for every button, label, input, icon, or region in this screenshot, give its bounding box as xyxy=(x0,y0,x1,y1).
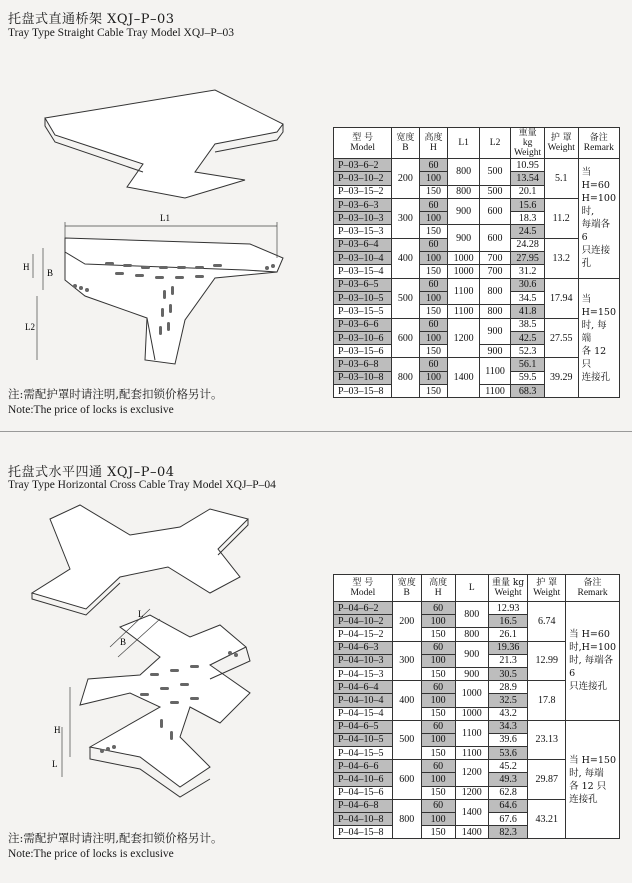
weight-cell: 32.5 xyxy=(488,694,527,707)
model-cell: P–04–10–5 xyxy=(334,733,393,746)
weight-cell: 15.6 xyxy=(511,198,545,211)
weight-cell: 64.6 xyxy=(488,799,527,812)
cover-weight-cell: 6.74 xyxy=(528,602,566,642)
weight-cell: 39.6 xyxy=(488,733,527,746)
weight-cell: 10.95 xyxy=(511,159,545,172)
note-block xyxy=(8,830,223,862)
height-cell: 150 xyxy=(421,707,455,720)
width-cell: 800 xyxy=(392,799,421,839)
weight-cell: 18.3 xyxy=(511,212,545,225)
height-cell: 100 xyxy=(419,212,448,225)
remark-line: H=100 时, xyxy=(581,193,616,218)
model-cell: P–03–6–6 xyxy=(334,318,392,331)
model-cell: P–04–15–6 xyxy=(334,786,393,799)
l2-cell: 600 xyxy=(479,198,510,225)
height-cell: 100 xyxy=(421,773,455,786)
remark-line: 连接孔 xyxy=(569,793,598,805)
col-height: 高度 H xyxy=(419,128,448,159)
dim-l2-label: L xyxy=(52,759,58,769)
weight-cell: 16.5 xyxy=(488,615,527,628)
weight-cell: 49.3 xyxy=(488,773,527,786)
col-height: 高度 H xyxy=(421,575,455,602)
model-cell: P–04–10–3 xyxy=(334,654,393,667)
height-cell: 60 xyxy=(419,318,448,331)
remark-cell xyxy=(566,720,620,839)
weight-cell: 30.5 xyxy=(488,667,527,680)
table-row xyxy=(334,602,620,615)
model-cell: P–04–6–2 xyxy=(334,602,393,615)
col-l1: L1 xyxy=(448,128,479,159)
model-cell: P–03–6–4 xyxy=(334,238,392,251)
l2-cell: 600 xyxy=(479,225,510,252)
note-en: Note:The price of locks is exclusive xyxy=(8,404,174,416)
model-cell: P–04–15–3 xyxy=(334,667,393,680)
model-cell: P–03–6–3 xyxy=(334,198,392,211)
remark-line: 时, 每端 xyxy=(581,319,607,344)
l-cell: 1400 xyxy=(455,799,488,825)
l1-cell: 1400 xyxy=(448,358,479,398)
section-title-cn: 托盘式直通桥架 XQJ–P–03 xyxy=(8,12,175,27)
weight-cell: 82.3 xyxy=(488,826,527,839)
l2-cell: 900 xyxy=(479,318,510,345)
weight-cell: 31.2 xyxy=(511,265,545,278)
l1-cell: 1200 xyxy=(448,318,479,358)
weight-cell: 21.3 xyxy=(488,654,527,667)
model-cell: P–03–10–8 xyxy=(334,371,392,384)
model-cell: P–03–15–5 xyxy=(334,305,392,318)
height-cell: 100 xyxy=(419,371,448,384)
model-cell: P–04–15–4 xyxy=(334,707,393,720)
weight-cell: 26.1 xyxy=(488,628,527,641)
model-cell: P–04–10–6 xyxy=(334,773,393,786)
remark-line: 时,H=100 xyxy=(569,642,616,654)
height-cell: 60 xyxy=(421,641,455,654)
weight-cell: 20.1 xyxy=(511,185,545,198)
cross-tray-drawing xyxy=(10,497,320,807)
height-cell: 100 xyxy=(419,291,448,304)
height-cell: 100 xyxy=(421,813,455,826)
height-cell: 60 xyxy=(419,198,448,211)
weight-cell: 67.6 xyxy=(488,813,527,826)
l-cell: 800 xyxy=(455,628,488,641)
width-cell: 300 xyxy=(392,198,419,238)
cover-weight-cell: 27.55 xyxy=(544,318,578,358)
height-cell: 150 xyxy=(419,385,448,398)
model-cell: P–04–15–8 xyxy=(334,826,393,839)
height-cell: 100 xyxy=(419,331,448,344)
section-title-en: Tray Type Horizontal Cross Cable Tray Model XQJ–P–04 xyxy=(8,479,276,491)
remark-line: 只连接孔 xyxy=(569,681,608,693)
section-divider xyxy=(0,431,632,432)
height-cell: 60 xyxy=(421,760,455,773)
note-block xyxy=(8,386,223,418)
model-cell: P–04–10–2 xyxy=(334,615,393,628)
model-cell: P–04–10–4 xyxy=(334,694,393,707)
remark-line: 只连接孔 xyxy=(581,245,611,270)
width-cell: 600 xyxy=(392,760,421,800)
section-cross-tray xyxy=(0,437,632,883)
l-cell: 800 xyxy=(455,602,488,628)
cover-weight-cell: 17.8 xyxy=(528,681,566,721)
model-cell: P–03–10–6 xyxy=(334,331,392,344)
height-cell: 150 xyxy=(419,265,448,278)
weight-cell: 19.36 xyxy=(488,641,527,654)
l2-cell: 500 xyxy=(479,185,510,198)
model-cell: P–04–15–5 xyxy=(334,747,393,760)
l2-cell: 900 xyxy=(479,345,510,358)
weight-cell: 68.3 xyxy=(511,385,545,398)
col-width: 宽度 B xyxy=(392,128,419,159)
height-cell: 100 xyxy=(421,615,455,628)
l2-cell: 700 xyxy=(479,265,510,278)
l1-cell: 800 xyxy=(448,159,479,186)
section-title-en: Tray Type Straight Cable Tray Model XQJ–P–03 xyxy=(8,27,235,39)
model-cell: P–03–15–4 xyxy=(334,265,392,278)
cover-weight-cell: 17.94 xyxy=(544,278,578,318)
col-remark: 备注 Remark xyxy=(566,575,620,602)
remark-cell xyxy=(578,278,619,398)
weight-cell: 56.1 xyxy=(511,358,545,371)
weight-cell: 28.9 xyxy=(488,681,527,694)
l1-cell: 900 xyxy=(448,198,479,225)
remark-line: 各 12 只 xyxy=(569,780,607,792)
weight-cell: 24.28 xyxy=(511,238,545,251)
width-cell: 400 xyxy=(392,238,419,278)
height-cell: 150 xyxy=(421,747,455,760)
weight-cell: 30.6 xyxy=(511,278,545,291)
weight-cell: 24.5 xyxy=(511,225,545,238)
height-cell: 100 xyxy=(421,654,455,667)
note-cn: 注:需配护罩时请注明,配套扣锁价格另计。 xyxy=(8,831,223,845)
width-cell: 300 xyxy=(392,641,421,681)
l2-cell: 1100 xyxy=(479,358,510,385)
l1-cell: 1100 xyxy=(448,278,479,305)
model-cell: P–03–10–5 xyxy=(334,291,392,304)
spec-table-p03 xyxy=(333,127,620,398)
l-cell: 1100 xyxy=(455,747,488,760)
weight-cell: 45.2 xyxy=(488,760,527,773)
l2-cell: 1100 xyxy=(479,385,510,398)
height-cell: 60 xyxy=(419,238,448,251)
width-cell: 400 xyxy=(392,681,421,721)
width-cell: 600 xyxy=(392,318,419,358)
height-cell: 150 xyxy=(421,826,455,839)
l-cell: 900 xyxy=(455,641,488,667)
cover-weight-cell: 12.99 xyxy=(528,641,566,681)
model-cell: P–04–15–2 xyxy=(334,628,393,641)
height-cell: 60 xyxy=(421,602,455,615)
model-cell: P–03–15–3 xyxy=(334,225,392,238)
model-cell: P–04–6–8 xyxy=(334,799,393,812)
table-row xyxy=(334,720,620,733)
l1-cell: 800 xyxy=(448,185,479,198)
model-cell: P–04–6–5 xyxy=(334,720,393,733)
l1-cell: 1000 xyxy=(448,265,479,278)
col-width: 宽度 B xyxy=(392,575,421,602)
table-row xyxy=(334,318,620,331)
cover-weight-cell: 11.2 xyxy=(544,198,578,238)
model-cell: P–03–15–8 xyxy=(334,385,392,398)
cover-weight-cell: 13.2 xyxy=(544,238,578,278)
col-model: 型 号 Model xyxy=(334,575,393,602)
cover-weight-cell: 29.87 xyxy=(528,760,566,800)
model-cell: P–03–15–2 xyxy=(334,185,392,198)
height-cell: 100 xyxy=(421,733,455,746)
width-cell: 500 xyxy=(392,720,421,760)
height-cell: 100 xyxy=(419,252,448,265)
weight-cell: 52.3 xyxy=(511,345,545,358)
weight-cell: 62.8 xyxy=(488,786,527,799)
model-cell: P–03–10–3 xyxy=(334,212,392,225)
col-l2: L2 xyxy=(479,128,510,159)
l2-cell: 800 xyxy=(479,305,510,318)
l2-cell: 700 xyxy=(479,252,510,265)
weight-cell: 59.5 xyxy=(511,371,545,384)
dim-l2-label: L2 xyxy=(25,322,35,332)
height-cell: 60 xyxy=(419,278,448,291)
weight-cell: 34.3 xyxy=(488,720,527,733)
model-cell: P–04–6–6 xyxy=(334,760,393,773)
height-cell: 60 xyxy=(419,159,448,172)
cover-weight-cell: 43.21 xyxy=(528,799,566,839)
l-cell: 1400 xyxy=(455,826,488,839)
l1-cell: 900 xyxy=(448,225,479,252)
model-cell: P–04–6–4 xyxy=(334,681,393,694)
l-cell: 1100 xyxy=(455,720,488,746)
table-row xyxy=(334,198,620,211)
l-cell: 1200 xyxy=(455,760,488,786)
table-row xyxy=(334,358,620,371)
l-cell: 1000 xyxy=(455,707,488,720)
model-cell: P–03–10–4 xyxy=(334,252,392,265)
height-cell: 60 xyxy=(421,681,455,694)
weight-cell: 13.54 xyxy=(511,172,545,185)
remark-line: 当 H=60 xyxy=(569,629,610,641)
weight-cell: 42.5 xyxy=(511,331,545,344)
col-weight: 重量 kg Weight xyxy=(511,128,545,159)
cover-weight-cell: 39.29 xyxy=(544,358,578,398)
height-cell: 60 xyxy=(421,799,455,812)
remark-line: 当 H=150 xyxy=(581,293,616,318)
weight-cell: 43.2 xyxy=(488,707,527,720)
col-cover: 护 罩 Weight xyxy=(528,575,566,602)
height-cell: 60 xyxy=(419,358,448,371)
section-straight-tray xyxy=(0,0,632,430)
dim-h-label: H xyxy=(23,262,30,272)
table-row xyxy=(334,159,620,172)
weight-cell: 27.95 xyxy=(511,252,545,265)
col-weight: 重量 kg Weight xyxy=(488,575,527,602)
height-cell: 150 xyxy=(421,628,455,641)
height-cell: 150 xyxy=(419,185,448,198)
model-cell: P–03–6–5 xyxy=(334,278,392,291)
weight-cell: 41.8 xyxy=(511,305,545,318)
remark-line: 连接孔 xyxy=(581,371,611,383)
width-cell: 500 xyxy=(392,278,419,318)
height-cell: 150 xyxy=(419,345,448,358)
dim-h-label: H xyxy=(54,725,61,735)
dim-b-label: B xyxy=(120,637,127,647)
cover-weight-cell: 23.13 xyxy=(528,720,566,760)
remark-line: 当 H=150 xyxy=(569,754,616,766)
model-cell: P–03–15–6 xyxy=(334,345,392,358)
model-cell: P–04–6–3 xyxy=(334,641,393,654)
model-cell: P–03–10–2 xyxy=(334,172,392,185)
model-cell: P–03–6–2 xyxy=(334,159,392,172)
l-cell: 1000 xyxy=(455,681,488,707)
height-cell: 150 xyxy=(419,305,448,318)
remark-line: 时, 每端 xyxy=(569,767,604,779)
note-cn: 注:需配护罩时请注明,配套扣锁价格另计。 xyxy=(8,387,223,401)
col-l: L xyxy=(455,575,488,602)
weight-cell: 34.5 xyxy=(511,291,545,304)
height-cell: 100 xyxy=(419,172,448,185)
remark-line: 每端各 6 xyxy=(581,219,611,244)
width-cell: 800 xyxy=(392,358,419,398)
height-cell: 60 xyxy=(421,720,455,733)
col-remark: 备注 Remark xyxy=(578,128,619,159)
height-cell: 150 xyxy=(421,667,455,680)
cover-weight-cell: 5.1 xyxy=(544,159,578,199)
height-cell: 150 xyxy=(419,225,448,238)
weight-cell: 53.6 xyxy=(488,747,527,760)
width-cell: 200 xyxy=(392,159,419,199)
remark-line: 时, 每端各 6 xyxy=(569,655,614,680)
width-cell: 200 xyxy=(392,602,421,642)
spec-table-p04 xyxy=(333,574,620,839)
dim-l1-label: L1 xyxy=(160,213,170,223)
weight-cell: 38.5 xyxy=(511,318,545,331)
dim-l-label: L xyxy=(138,609,144,619)
model-cell: P–03–6–8 xyxy=(334,358,392,371)
l1-cell: 1100 xyxy=(448,305,479,318)
col-cover: 护 罩 Weight xyxy=(544,128,578,159)
height-cell: 100 xyxy=(421,694,455,707)
weight-cell: 12.93 xyxy=(488,602,527,615)
l2-cell: 500 xyxy=(479,159,510,186)
height-cell: 150 xyxy=(421,786,455,799)
section-title-cn: 托盘式水平四通 XQJ–P–04 xyxy=(8,465,175,480)
table-row xyxy=(334,278,620,291)
note-en: Note:The price of locks is exclusive xyxy=(8,848,174,860)
remark-line: 当 H=60 xyxy=(581,167,610,192)
remark-cell xyxy=(566,602,620,721)
l1-cell: 1000 xyxy=(448,252,479,265)
straight-tray-drawing xyxy=(15,80,320,380)
l-cell: 1200 xyxy=(455,786,488,799)
dim-b-label: B xyxy=(47,268,54,278)
l-cell: 900 xyxy=(455,667,488,680)
model-cell: P–04–10–8 xyxy=(334,813,393,826)
remark-line: 各 12 只 xyxy=(581,345,607,370)
remark-cell xyxy=(578,159,619,279)
col-model: 型 号 Model xyxy=(334,128,392,159)
l2-cell: 800 xyxy=(479,278,510,305)
